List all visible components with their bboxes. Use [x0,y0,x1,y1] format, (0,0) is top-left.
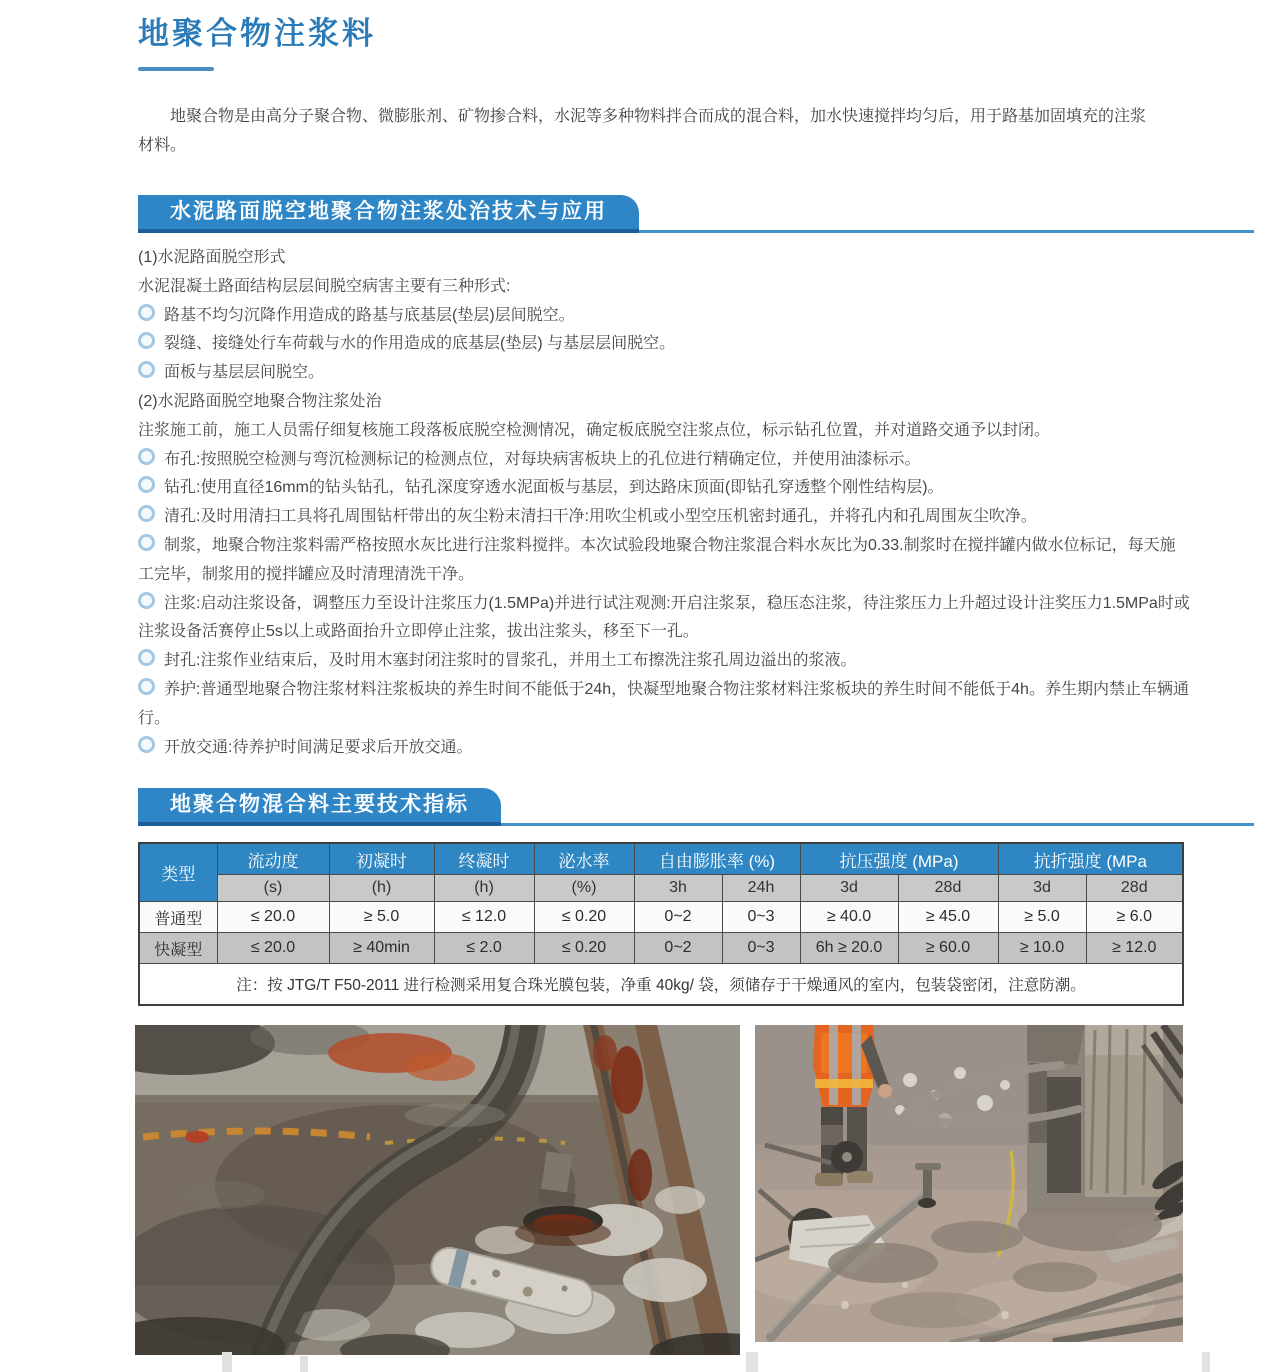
section-banner-technique [138,195,639,233]
ring-bullet-icon [138,361,155,378]
value-cell: ≤ 0.20 [534,933,634,964]
value-cell: ≥ 5.0 [998,902,1086,933]
paragraph: 水泥混凝土路面结构层层间脱空病害主要有三种形式: [138,277,511,295]
ring-bullet-icon [138,736,155,753]
value-cell: ≤ 12.0 [434,902,534,933]
ring-bullet-icon [138,678,155,695]
table-row [139,902,1183,933]
photo-right-illustration [755,1025,1183,1342]
table-header-row-1 [139,843,1183,875]
photo-grouting-worksite [755,1025,1183,1342]
column-header: 终凝时 [434,843,534,875]
section-banner-label: 水泥路面脱空地聚合物注浆处治技术与应用 [170,200,607,223]
ring-bullet-icon [138,534,155,551]
ring-bullet-icon [138,649,155,666]
column-subheader: 28d [1086,875,1183,902]
value-cell: 6h ≥ 20.0 [800,933,898,964]
value-cell: ≤ 20.0 [217,933,329,964]
column-subheader: 3d [998,875,1086,902]
column-header: 类型 [139,843,217,902]
bullet-paragraph: 钻孔:使用直径16mm的钻头钻孔，钻孔深度穿透水泥面板与基层，到达路床顶面(即钻孔穿透整个刚性结构层)。 [138,474,1190,503]
ring-bullet-icon [138,332,155,349]
ring-bullet-icon [138,476,155,493]
scan-artifact [222,1352,232,1372]
value-cell: ≥ 40.0 [800,902,898,933]
ring-bullet-icon [138,592,155,609]
value-cell: 0~3 [722,902,800,933]
column-subheader: (h) [434,875,534,902]
bullet-paragraph: 面板与基层层间脱空。 [138,359,1190,388]
section-banner-specs [138,788,501,826]
bullet-paragraph: 开放交通:待养护时间满足要求后开放交通。 [138,734,1190,763]
row-type-cell: 普通型 [139,902,217,933]
value-cell: ≥ 60.0 [898,933,998,964]
bullet-paragraph: 养护:普通型地聚合物注浆材料注浆板块的养生时间不能低于24h，快凝型地聚合物注浆材料注浆板块的养生时间不能低于4h。养生期内禁止车辆通行。 [138,676,1190,734]
column-subheader: 3h [634,875,722,902]
row-type-cell: 快凝型 [139,933,217,964]
value-cell: ≤ 20.0 [217,902,329,933]
column-subheader: (s) [217,875,329,902]
ring-bullet-icon [138,505,155,522]
value-cell: 0~2 [634,933,722,964]
value-cell: ≥ 5.0 [329,902,434,933]
intro-paragraph: 地聚合物是由高分子聚合物、微膨胀剂、矿物掺合料，水泥等多种物料拌合而成的混合料，加水快速搅拌均匀后，用于路基加固填充的注浆材料。 [138,108,1147,154]
scan-artifact [300,1356,308,1372]
spec-table [138,842,1184,1006]
column-subheader: (h) [329,875,434,902]
paragraph: (1)水泥路面脱空形式 [138,249,286,266]
column-subheader: 28d [898,875,998,902]
value-cell: ≤ 2.0 [434,933,534,964]
column-header: 抗折强度 (MPa [998,843,1183,875]
column-header: 抗压强度 (MPa) [800,843,998,875]
column-header: 泌水率 [534,843,634,875]
value-cell: 0~2 [634,902,722,933]
bullet-paragraph: 注浆:启动注浆设备，调整压力至设计注浆压力(1.5MPa)并进行试注观测:开启注浆泵，稳压态注浆，待注浆压力上升超过设计注奖压力1.5MPa时或注浆设备活赛停止5s以上或路面抬升立即停止注浆，拔出注浆头，移至下一孔。 [138,590,1190,648]
ring-bullet-icon [138,304,155,321]
bullet-paragraph: 布孔:按照脱空检测与弯沉检测标记的检测点位，对每块病害板块上的孔位进行精确定位，并使用油漆标示。 [138,446,1190,475]
column-subheader: 24h [722,875,800,902]
table-note-row [139,964,1183,1006]
title-underline [138,67,214,71]
ring-bullet-icon [138,448,155,465]
column-subheader: (%) [534,875,634,902]
paragraph: 注浆施工前，施工人员需仔细复核施工段落板底脱空检测情况，确定板底脱空注浆点位，标示钻孔位置，并对道路交通予以封闭。 [138,421,1051,439]
value-cell: ≥ 6.0 [1086,902,1183,933]
scan-artifact [746,1352,758,1372]
value-cell: ≥ 12.0 [1086,933,1183,964]
value-cell: ≥ 45.0 [898,902,998,933]
value-cell: ≤ 0.20 [534,902,634,933]
bullet-paragraph: 裂缝、接缝处行车荷载与水的作用造成的底基层(垫层) 与基层层间脱空。 [138,330,1190,359]
table-header-row-2 [139,875,1183,902]
bullet-paragraph: 清孔:及时用清扫工具将孔周围钻杆带出的灰尘粉末清扫干净:用吹尘机或小型空压机密封通孔，并将孔内和孔周围灰尘吹净。 [138,503,1190,532]
column-subheader: 3d [800,875,898,902]
photo-left-illustration [135,1025,740,1355]
bullet-paragraph: 路基不均匀沉降作用造成的路基与底基层(垫层)层间脱空。 [138,302,1190,331]
column-header: 流动度 [217,843,329,875]
bullet-paragraph: 制浆，地聚合物注浆料需严格按照水灰比进行注浆料搅拌。本次试验段地聚合物注浆混合料水灰比为0.33.制浆时在搅拌罐内做水位标记，每天施工完毕，制浆用的搅拌罐应及时清理清洗干净。 [138,532,1190,590]
section-banner-label: 地聚合物混合料主要技术指标 [170,793,469,816]
bullet-paragraph: 封孔:注浆作业结束后，及时用木塞封闭注浆时的冒浆孔，并用土工布擦洗注浆孔周边溢出的浆液。 [138,647,1190,676]
value-cell: ≥ 40min [329,933,434,964]
paragraph: (2)水泥路面脱空地聚合物注浆处治 [138,392,382,410]
column-header: 自由膨胀率 (%) [634,843,800,875]
value-cell: 0~3 [722,933,800,964]
table-row [139,933,1183,964]
photo-grouting-hole [135,1025,740,1355]
table-note: 注：按 JTG/T F50-2011 进行检测采用复合珠光膜包装，净重 40kg/ 袋，须储存于干燥通风的室内，包装袋密闭，注意防潮。 [139,964,1183,1006]
scan-artifact [1202,1352,1210,1372]
column-header: 初凝时 [329,843,434,875]
page-title: 地聚合物注浆料 [138,16,376,51]
section1-paragraphs [138,244,1190,762]
value-cell: ≥ 10.0 [998,933,1086,964]
